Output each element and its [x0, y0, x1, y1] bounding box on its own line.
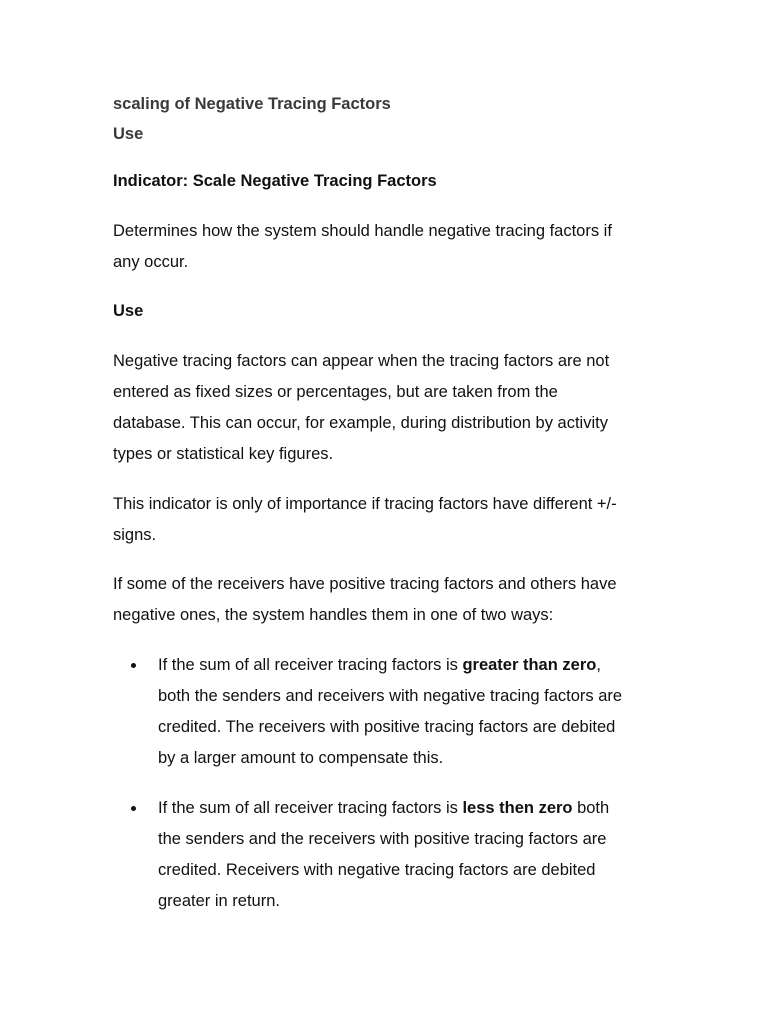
use-heading: Use [113, 302, 144, 320]
bullet2-line: the senders and the receivers with positive tracing factors are [158, 830, 607, 848]
bullet2-text: both [572, 799, 610, 817]
bullet2-line: credited. Receivers with negative tracing factors are debited [158, 861, 596, 879]
document-title-use: Use [113, 125, 144, 143]
bullet1-line: credited. The receivers with positive tracing factors are debited [158, 718, 616, 736]
para1-line: Negative tracing factors can appear when the tracing factors are not [113, 352, 610, 370]
document-title: scaling of Negative Tracing Factors [113, 95, 391, 113]
intro-line: Determines how the system should handle negative tracing factors if [113, 222, 612, 240]
bullet1-line [158, 655, 601, 675]
intro-line: any occur. [113, 253, 189, 271]
bullet1-text: , [596, 656, 601, 674]
para1-line: entered as fixed sizes or percentages, but are taken from the [113, 383, 558, 401]
indicator-heading: Indicator: Scale Negative Tracing Factors [113, 172, 437, 190]
bullet1-line: by a larger amount to compensate this. [158, 749, 444, 767]
para3-line: negative ones, the system handles them in one of two ways: [113, 606, 554, 624]
bullet1-line: both the senders and receivers with negative tracing factors are [158, 687, 623, 705]
bullet1-text: If the sum of all receiver tracing factors is [158, 656, 463, 674]
para1-line: database. This can occur, for example, during distribution by activity [113, 414, 608, 432]
bullet2-line [158, 798, 609, 818]
para2-line: This indicator is only of importance if tracing factors have different +/- [113, 495, 617, 513]
bullet-dot [131, 806, 136, 811]
bullet2-emphasis: less then zero [462, 799, 573, 817]
bullet2-line: greater in return. [158, 892, 280, 910]
para2-line: signs. [113, 526, 157, 544]
para1-line: types or statistical key figures. [113, 445, 334, 463]
bullet-dot [131, 663, 136, 668]
bullet1-emphasis: greater than zero [462, 656, 597, 674]
bullet2-text: If the sum of all receiver tracing factors is [158, 799, 463, 817]
para3-line: If some of the receivers have positive tracing factors and others have [113, 575, 617, 593]
